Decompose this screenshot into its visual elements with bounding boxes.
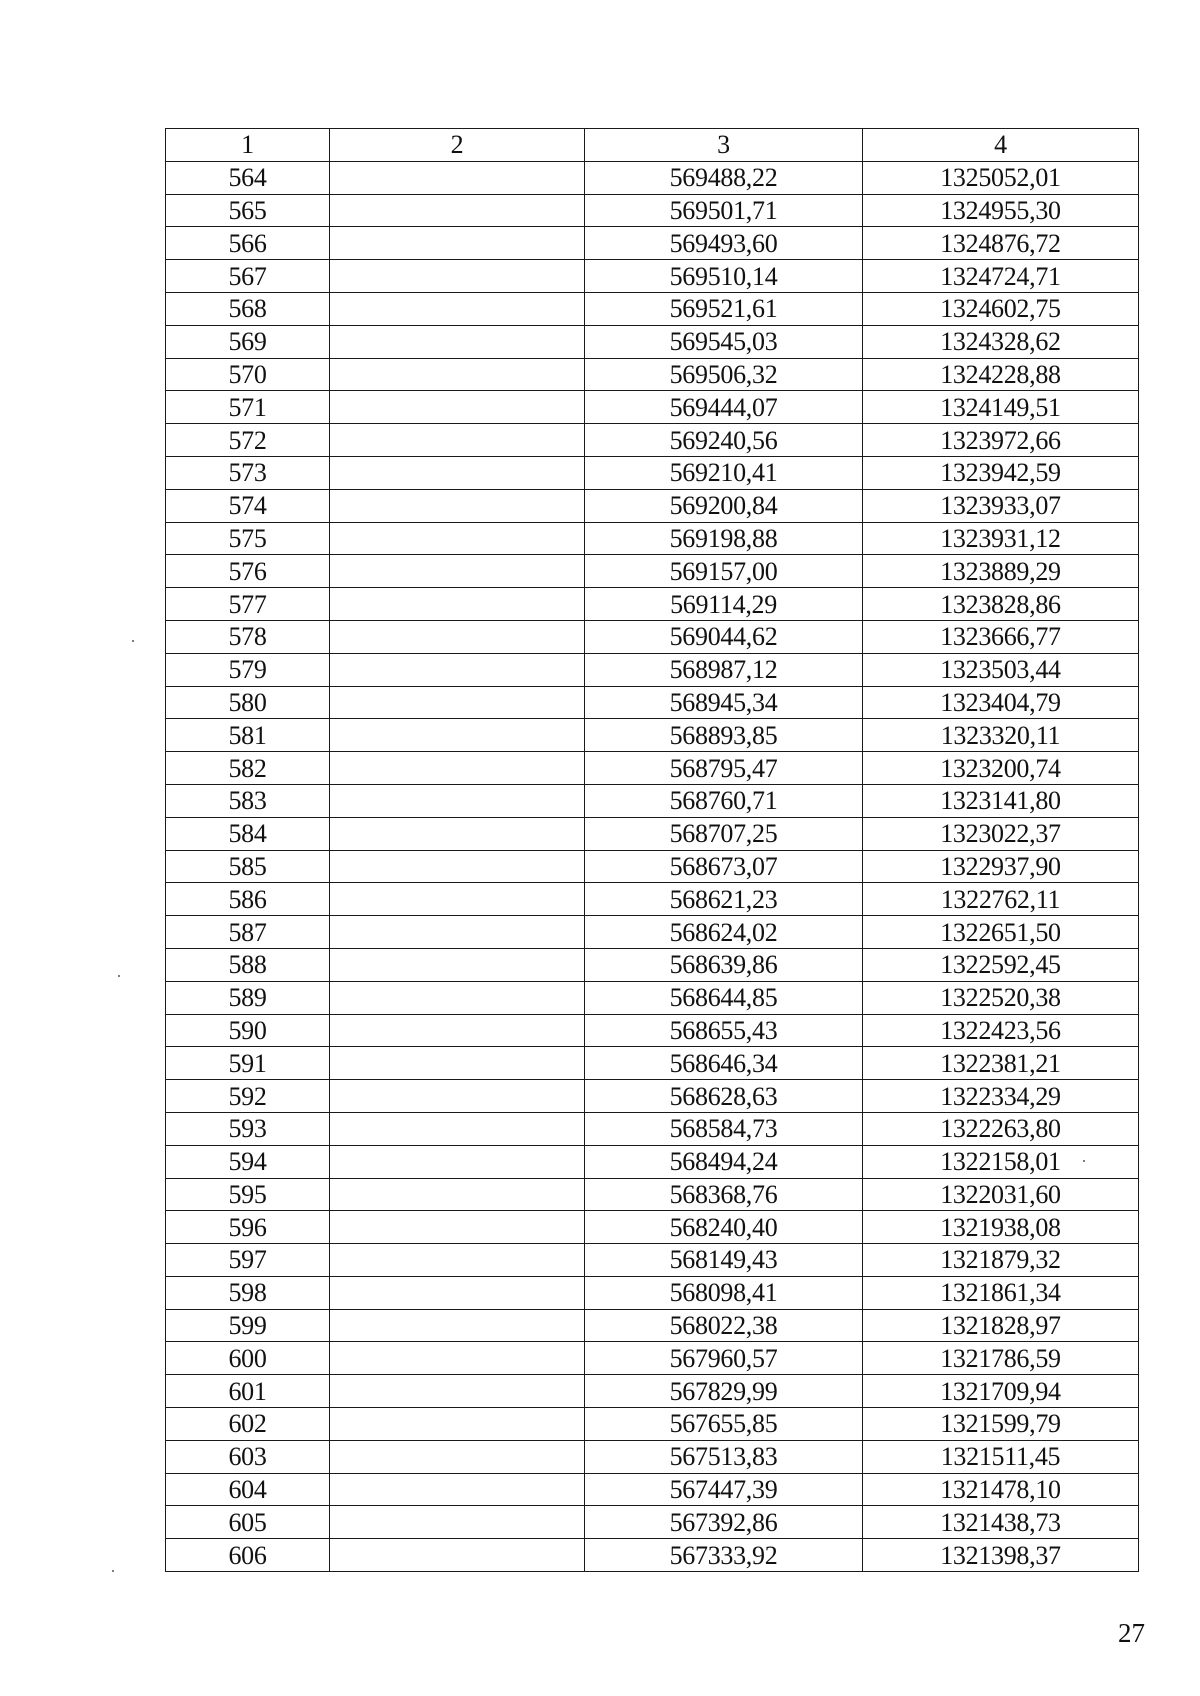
cell-name (330, 1408, 585, 1441)
cell-name (330, 161, 585, 194)
cell-x-coordinate: 568628,63 (585, 1080, 863, 1113)
cell-y-coordinate: 1322334,29 (863, 1080, 1139, 1113)
cell-name (330, 1047, 585, 1080)
cell-name (330, 1440, 585, 1473)
cell-point-number: 592 (166, 1080, 330, 1113)
cell-name (330, 1080, 585, 1113)
cell-name (330, 948, 585, 981)
cell-point-number: 571 (166, 391, 330, 424)
cell-name (330, 424, 585, 457)
cell-point-number: 597 (166, 1244, 330, 1277)
cell-y-coordinate: 1324602,75 (863, 292, 1139, 325)
table-row (166, 686, 1139, 719)
cell-y-coordinate: 1321879,32 (863, 1244, 1139, 1277)
table-row (166, 325, 1139, 358)
column-header-2: 2 (330, 129, 585, 162)
cell-y-coordinate: 1321599,79 (863, 1408, 1139, 1441)
cell-name (330, 588, 585, 621)
cell-x-coordinate: 568893,85 (585, 719, 863, 752)
cell-point-number: 583 (166, 784, 330, 817)
cell-name (330, 1211, 585, 1244)
cell-x-coordinate: 568646,34 (585, 1047, 863, 1080)
cell-point-number: 567 (166, 260, 330, 293)
table-row (166, 1342, 1139, 1375)
cell-name (330, 325, 585, 358)
cell-x-coordinate: 569444,07 (585, 391, 863, 424)
cell-point-number: 568 (166, 292, 330, 325)
cell-x-coordinate: 569044,62 (585, 620, 863, 653)
table-row (166, 555, 1139, 588)
cell-point-number: 601 (166, 1375, 330, 1408)
cell-x-coordinate: 569488,22 (585, 161, 863, 194)
table-row (166, 1473, 1139, 1506)
cell-name (330, 620, 585, 653)
cell-point-number: 573 (166, 456, 330, 489)
cell-x-coordinate: 569510,14 (585, 260, 863, 293)
cell-y-coordinate: 1323931,12 (863, 522, 1139, 555)
cell-name (330, 292, 585, 325)
cell-name (330, 883, 585, 916)
cell-point-number: 582 (166, 752, 330, 785)
cell-point-number: 598 (166, 1276, 330, 1309)
cell-x-coordinate: 568368,76 (585, 1178, 863, 1211)
cell-point-number: 574 (166, 489, 330, 522)
cell-point-number: 575 (166, 522, 330, 555)
cell-x-coordinate: 568945,34 (585, 686, 863, 719)
table-row (166, 1244, 1139, 1277)
cell-y-coordinate: 1324149,51 (863, 391, 1139, 424)
cell-y-coordinate: 1321438,73 (863, 1506, 1139, 1539)
cell-name (330, 1145, 585, 1178)
cell-y-coordinate: 1321709,94 (863, 1375, 1139, 1408)
cell-y-coordinate: 1324228,88 (863, 358, 1139, 391)
cell-point-number: 566 (166, 227, 330, 260)
cell-point-number: 572 (166, 424, 330, 457)
cell-y-coordinate: 1322158,01 (863, 1145, 1139, 1178)
column-header-3: 3 (585, 129, 863, 162)
cell-x-coordinate: 568673,07 (585, 850, 863, 883)
cell-y-coordinate: 1322592,45 (863, 948, 1139, 981)
cell-x-coordinate: 569210,41 (585, 456, 863, 489)
cell-y-coordinate: 1322937,90 (863, 850, 1139, 883)
table-header-row (166, 129, 1139, 162)
table-row (166, 653, 1139, 686)
cell-y-coordinate: 1322031,60 (863, 1178, 1139, 1211)
page-number: 27 (1118, 1618, 1145, 1648)
table-row (166, 916, 1139, 949)
table-row (166, 194, 1139, 227)
table-row (166, 292, 1139, 325)
cell-x-coordinate: 568639,86 (585, 948, 863, 981)
cell-x-coordinate: 569521,61 (585, 292, 863, 325)
scan-speck (112, 1570, 114, 1572)
table-row (166, 883, 1139, 916)
cell-point-number: 596 (166, 1211, 330, 1244)
cell-x-coordinate: 568022,38 (585, 1309, 863, 1342)
cell-point-number: 602 (166, 1408, 330, 1441)
table-row (166, 391, 1139, 424)
table-row (166, 1440, 1139, 1473)
cell-y-coordinate: 1323200,74 (863, 752, 1139, 785)
cell-name (330, 194, 585, 227)
cell-point-number: 565 (166, 194, 330, 227)
table-row (166, 719, 1139, 752)
cell-y-coordinate: 1323933,07 (863, 489, 1139, 522)
cell-x-coordinate: 567392,86 (585, 1506, 863, 1539)
table-row (166, 456, 1139, 489)
table-row (166, 522, 1139, 555)
cell-y-coordinate: 1322423,56 (863, 1014, 1139, 1047)
cell-point-number: 580 (166, 686, 330, 719)
cell-y-coordinate: 1322762,11 (863, 883, 1139, 916)
cell-x-coordinate: 569114,29 (585, 588, 863, 621)
cell-name (330, 752, 585, 785)
cell-x-coordinate: 568621,23 (585, 883, 863, 916)
table-row (166, 850, 1139, 883)
cell-point-number: 593 (166, 1112, 330, 1145)
cell-point-number: 570 (166, 358, 330, 391)
cell-name (330, 489, 585, 522)
column-header-1: 1 (166, 129, 330, 162)
cell-name (330, 686, 585, 719)
cell-y-coordinate: 1321478,10 (863, 1473, 1139, 1506)
table-row (166, 784, 1139, 817)
cell-point-number: 569 (166, 325, 330, 358)
table-row (166, 1506, 1139, 1539)
cell-x-coordinate: 568098,41 (585, 1276, 863, 1309)
cell-y-coordinate: 1323404,79 (863, 686, 1139, 719)
cell-y-coordinate: 1322381,21 (863, 1047, 1139, 1080)
cell-name (330, 358, 585, 391)
cell-x-coordinate: 569545,03 (585, 325, 863, 358)
cell-name (330, 456, 585, 489)
cell-y-coordinate: 1323320,11 (863, 719, 1139, 752)
table-row (166, 1539, 1139, 1572)
cell-x-coordinate: 567513,83 (585, 1440, 863, 1473)
table-row (166, 1211, 1139, 1244)
cell-point-number: 581 (166, 719, 330, 752)
cell-name (330, 653, 585, 686)
cell-point-number: 594 (166, 1145, 330, 1178)
cell-y-coordinate: 1321861,34 (863, 1276, 1139, 1309)
cell-x-coordinate: 569506,32 (585, 358, 863, 391)
cell-name (330, 1309, 585, 1342)
cell-point-number: 591 (166, 1047, 330, 1080)
cell-name (330, 784, 585, 817)
cell-point-number: 604 (166, 1473, 330, 1506)
table-row (166, 948, 1139, 981)
cell-x-coordinate: 567960,57 (585, 1342, 863, 1375)
cell-point-number: 576 (166, 555, 330, 588)
cell-point-number: 587 (166, 916, 330, 949)
table-row (166, 1375, 1139, 1408)
cell-y-coordinate: 1323666,77 (863, 620, 1139, 653)
cell-point-number: 577 (166, 588, 330, 621)
cell-point-number: 603 (166, 1440, 330, 1473)
cell-name (330, 260, 585, 293)
cell-x-coordinate: 567829,99 (585, 1375, 863, 1408)
cell-point-number: 579 (166, 653, 330, 686)
cell-x-coordinate: 569501,71 (585, 194, 863, 227)
cell-name (330, 1244, 585, 1277)
cell-name (330, 1506, 585, 1539)
cell-point-number: 589 (166, 981, 330, 1014)
cell-x-coordinate: 568795,47 (585, 752, 863, 785)
table-row (166, 981, 1139, 1014)
cell-y-coordinate: 1324876,72 (863, 227, 1139, 260)
table-row (166, 489, 1139, 522)
cell-point-number: 605 (166, 1506, 330, 1539)
column-header-4: 4 (863, 129, 1139, 162)
cell-name (330, 1276, 585, 1309)
cell-y-coordinate: 1324328,62 (863, 325, 1139, 358)
cell-name (330, 227, 585, 260)
cell-name (330, 850, 585, 883)
cell-name (330, 1342, 585, 1375)
table-row (166, 161, 1139, 194)
cell-x-coordinate: 568707,25 (585, 817, 863, 850)
cell-point-number: 586 (166, 883, 330, 916)
cell-y-coordinate: 1324724,71 (863, 260, 1139, 293)
cell-point-number: 600 (166, 1342, 330, 1375)
cell-y-coordinate: 1324955,30 (863, 194, 1139, 227)
cell-point-number: 588 (166, 948, 330, 981)
cell-name (330, 555, 585, 588)
cell-y-coordinate: 1323972,66 (863, 424, 1139, 457)
cell-name (330, 1112, 585, 1145)
cell-point-number: 578 (166, 620, 330, 653)
cell-x-coordinate: 567333,92 (585, 1539, 863, 1572)
cell-x-coordinate: 568624,02 (585, 916, 863, 949)
cell-x-coordinate: 569493,60 (585, 227, 863, 260)
table-row (166, 1014, 1139, 1047)
cell-name (330, 1014, 585, 1047)
cell-y-coordinate: 1321938,08 (863, 1211, 1139, 1244)
table-row (166, 1408, 1139, 1441)
scan-speck (1083, 1160, 1085, 1162)
cell-x-coordinate: 569200,84 (585, 489, 863, 522)
cell-point-number: 564 (166, 161, 330, 194)
scan-speck (132, 640, 134, 642)
cell-name (330, 719, 585, 752)
cell-point-number: 595 (166, 1178, 330, 1211)
table-row (166, 620, 1139, 653)
scan-speck (118, 975, 120, 977)
cell-x-coordinate: 568494,24 (585, 1145, 863, 1178)
cell-x-coordinate: 568760,71 (585, 784, 863, 817)
cell-point-number: 584 (166, 817, 330, 850)
cell-y-coordinate: 1323141,80 (863, 784, 1139, 817)
cell-name (330, 981, 585, 1014)
table-row (166, 227, 1139, 260)
cell-name (330, 1375, 585, 1408)
cell-name (330, 916, 585, 949)
table-row (166, 1145, 1139, 1178)
cell-point-number: 590 (166, 1014, 330, 1047)
cell-name (330, 391, 585, 424)
table-row (166, 260, 1139, 293)
cell-y-coordinate: 1321511,45 (863, 1440, 1139, 1473)
cell-y-coordinate: 1325052,01 (863, 161, 1139, 194)
table-row (166, 358, 1139, 391)
table-row (166, 1276, 1139, 1309)
cell-name (330, 817, 585, 850)
cell-name (330, 1178, 585, 1211)
cell-x-coordinate: 568149,43 (585, 1244, 863, 1277)
table-row (166, 817, 1139, 850)
cell-y-coordinate: 1323942,59 (863, 456, 1139, 489)
cell-name (330, 522, 585, 555)
cell-y-coordinate: 1323828,86 (863, 588, 1139, 621)
cell-x-coordinate: 569198,88 (585, 522, 863, 555)
cell-y-coordinate: 1323889,29 (863, 555, 1139, 588)
cell-x-coordinate: 568240,40 (585, 1211, 863, 1244)
table-row (166, 1112, 1139, 1145)
coordinates-table (165, 128, 1139, 1572)
cell-y-coordinate: 1321786,59 (863, 1342, 1139, 1375)
cell-y-coordinate: 1323022,37 (863, 817, 1139, 850)
table-row (166, 1309, 1139, 1342)
table-row (166, 752, 1139, 785)
cell-x-coordinate: 568987,12 (585, 653, 863, 686)
cell-x-coordinate: 569157,00 (585, 555, 863, 588)
cell-point-number: 599 (166, 1309, 330, 1342)
cell-y-coordinate: 1321828,97 (863, 1309, 1139, 1342)
cell-y-coordinate: 1322263,80 (863, 1112, 1139, 1145)
cell-y-coordinate: 1322651,50 (863, 916, 1139, 949)
cell-y-coordinate: 1323503,44 (863, 653, 1139, 686)
table-row (166, 424, 1139, 457)
cell-y-coordinate: 1322520,38 (863, 981, 1139, 1014)
cell-name (330, 1473, 585, 1506)
cell-name (330, 1539, 585, 1572)
cell-x-coordinate: 567447,39 (585, 1473, 863, 1506)
cell-point-number: 585 (166, 850, 330, 883)
cell-x-coordinate: 568584,73 (585, 1112, 863, 1145)
cell-x-coordinate: 568644,85 (585, 981, 863, 1014)
table-row (166, 1047, 1139, 1080)
cell-x-coordinate: 567655,85 (585, 1408, 863, 1441)
cell-y-coordinate: 1321398,37 (863, 1539, 1139, 1572)
table-body (166, 161, 1139, 1571)
table-row (166, 1080, 1139, 1113)
cell-x-coordinate: 569240,56 (585, 424, 863, 457)
table-row (166, 1178, 1139, 1211)
table-row (166, 588, 1139, 621)
cell-point-number: 606 (166, 1539, 330, 1572)
cell-x-coordinate: 568655,43 (585, 1014, 863, 1047)
